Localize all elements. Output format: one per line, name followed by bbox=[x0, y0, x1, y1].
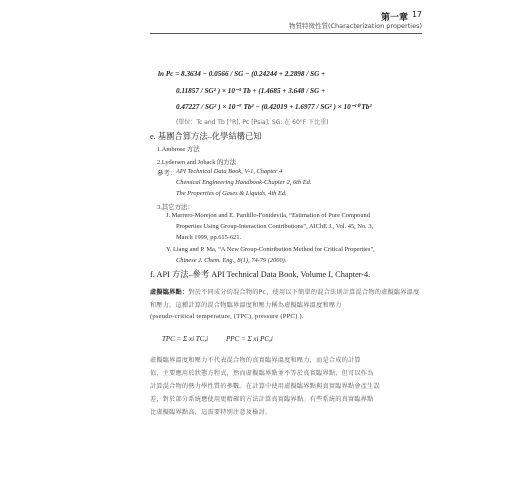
equation-units-note: (單位：Tc and Tb [°R], Pc [Psia]; SG: 在 60°F 下比重) bbox=[176, 119, 329, 126]
header-subtitle: 物質特徵性質(Characterization properties) bbox=[288, 22, 422, 30]
chapter-label: 第一章 bbox=[380, 13, 408, 23]
equation-line-3: 0.47227 / SG² ) × 10⁻⁷ Tb² − (0.42019 + 1.6977 / SG² ) × 10⁻¹⁰ Tb³ bbox=[176, 103, 372, 111]
citation-marrero-line-1: J. Marrero-Morejon and E. Pardillo-Fontdevila, “Estimation of Pure Compound bbox=[166, 212, 370, 219]
paragraph2-line-1: 虛擬臨界溫度和壓力不代表混合物的真實臨界溫度和壓力，而是合成的計算 bbox=[150, 357, 361, 364]
formula-tpc: TPC = Σ xi TC,i bbox=[162, 335, 209, 343]
paragraph1-line-3: (pseudo-critical temperature, (TPC), pressure (PPC) ). bbox=[150, 313, 304, 320]
reference-chem-eng-handbook: Chemical Engineering Handbook-Chapter 2, 6th Ed. bbox=[176, 179, 312, 186]
formula-ppc: PPC = Σ xi PC,i bbox=[226, 335, 273, 343]
citation-marrero-line-3: March 1999, pp.615-621. bbox=[176, 234, 242, 241]
method-ambrose: 1.Ambrose 方法 bbox=[157, 146, 200, 153]
equation-line-2: 0.11857 / SG² ) × 10⁻³ Tb + (1.4685 + 3.648 / SG + bbox=[176, 87, 326, 95]
citation-marrero-line-2: Properties Using Group-Interaction Contributions”, AIChE J., Vol. 45, No. 3, bbox=[176, 223, 374, 230]
paragraph1-line-2: 和壓力。這種計算的混合物臨界溫度和壓力稱為虛擬臨界溫度和壓力 bbox=[150, 302, 342, 309]
paragraph2-line-5: 比虛擬臨界點高，這需要特別注意及檢討。 bbox=[150, 409, 272, 416]
paragraph2-line-4: 差，對於部分系統應使用更精確的方法計算真實臨界點。有些系統的真實臨界點 bbox=[150, 396, 374, 403]
paragraph1-line-1 bbox=[150, 287, 419, 296]
equation-line-1: ln Pc = 8.3634 − 0.0566 / SG − (0.24244 + 2.2898 / SG + bbox=[158, 70, 326, 78]
reference-properties-gases: The Properties of Gases & Liquids, 4th Ed. bbox=[176, 190, 287, 197]
citation-liang-line-1: Y. Liang and P. Ma, “A New Group-Contribution Method for Critical Properties”, bbox=[166, 246, 375, 253]
paragraph1-lead: 虛擬臨界點： bbox=[150, 289, 189, 296]
section-f-title: f. API 方法–參考 API Technical Data Book, Volume I, Chapter-4. bbox=[150, 270, 371, 279]
paragraph2-line-2: 值，主要應用於狀態方程式，然而虛擬臨界點並不等於真實臨界點，但可以作為 bbox=[150, 370, 374, 377]
citation-liang-line-2: Chinese J. Chem. Eng., 8(1), 74-79 (2000). bbox=[176, 257, 287, 264]
method-lydersen-joback: 2.Lydersen and Joback 的方法 bbox=[157, 159, 237, 166]
paragraph1-text: 對於不同成分的混合物的Pc，使用以下簡單的混合法則計算混合物的虛擬臨界溫度 bbox=[188, 289, 420, 296]
other-methods-label: 3.其它方法： bbox=[157, 204, 194, 211]
paragraph2-line-3: 計算混合物的熱力學性質的參數。在計算中使用虛擬臨界點與真實臨界點會產生誤 bbox=[150, 383, 380, 390]
reference-api: API Technical Data Book, V-1, Chapter 4 bbox=[176, 168, 283, 175]
page-number: 17 bbox=[411, 10, 422, 19]
header-rule bbox=[150, 33, 422, 34]
reference-label: 參考： bbox=[157, 170, 177, 177]
section-e-title: e. 基團合算方法–化學結構已知 bbox=[150, 132, 262, 141]
